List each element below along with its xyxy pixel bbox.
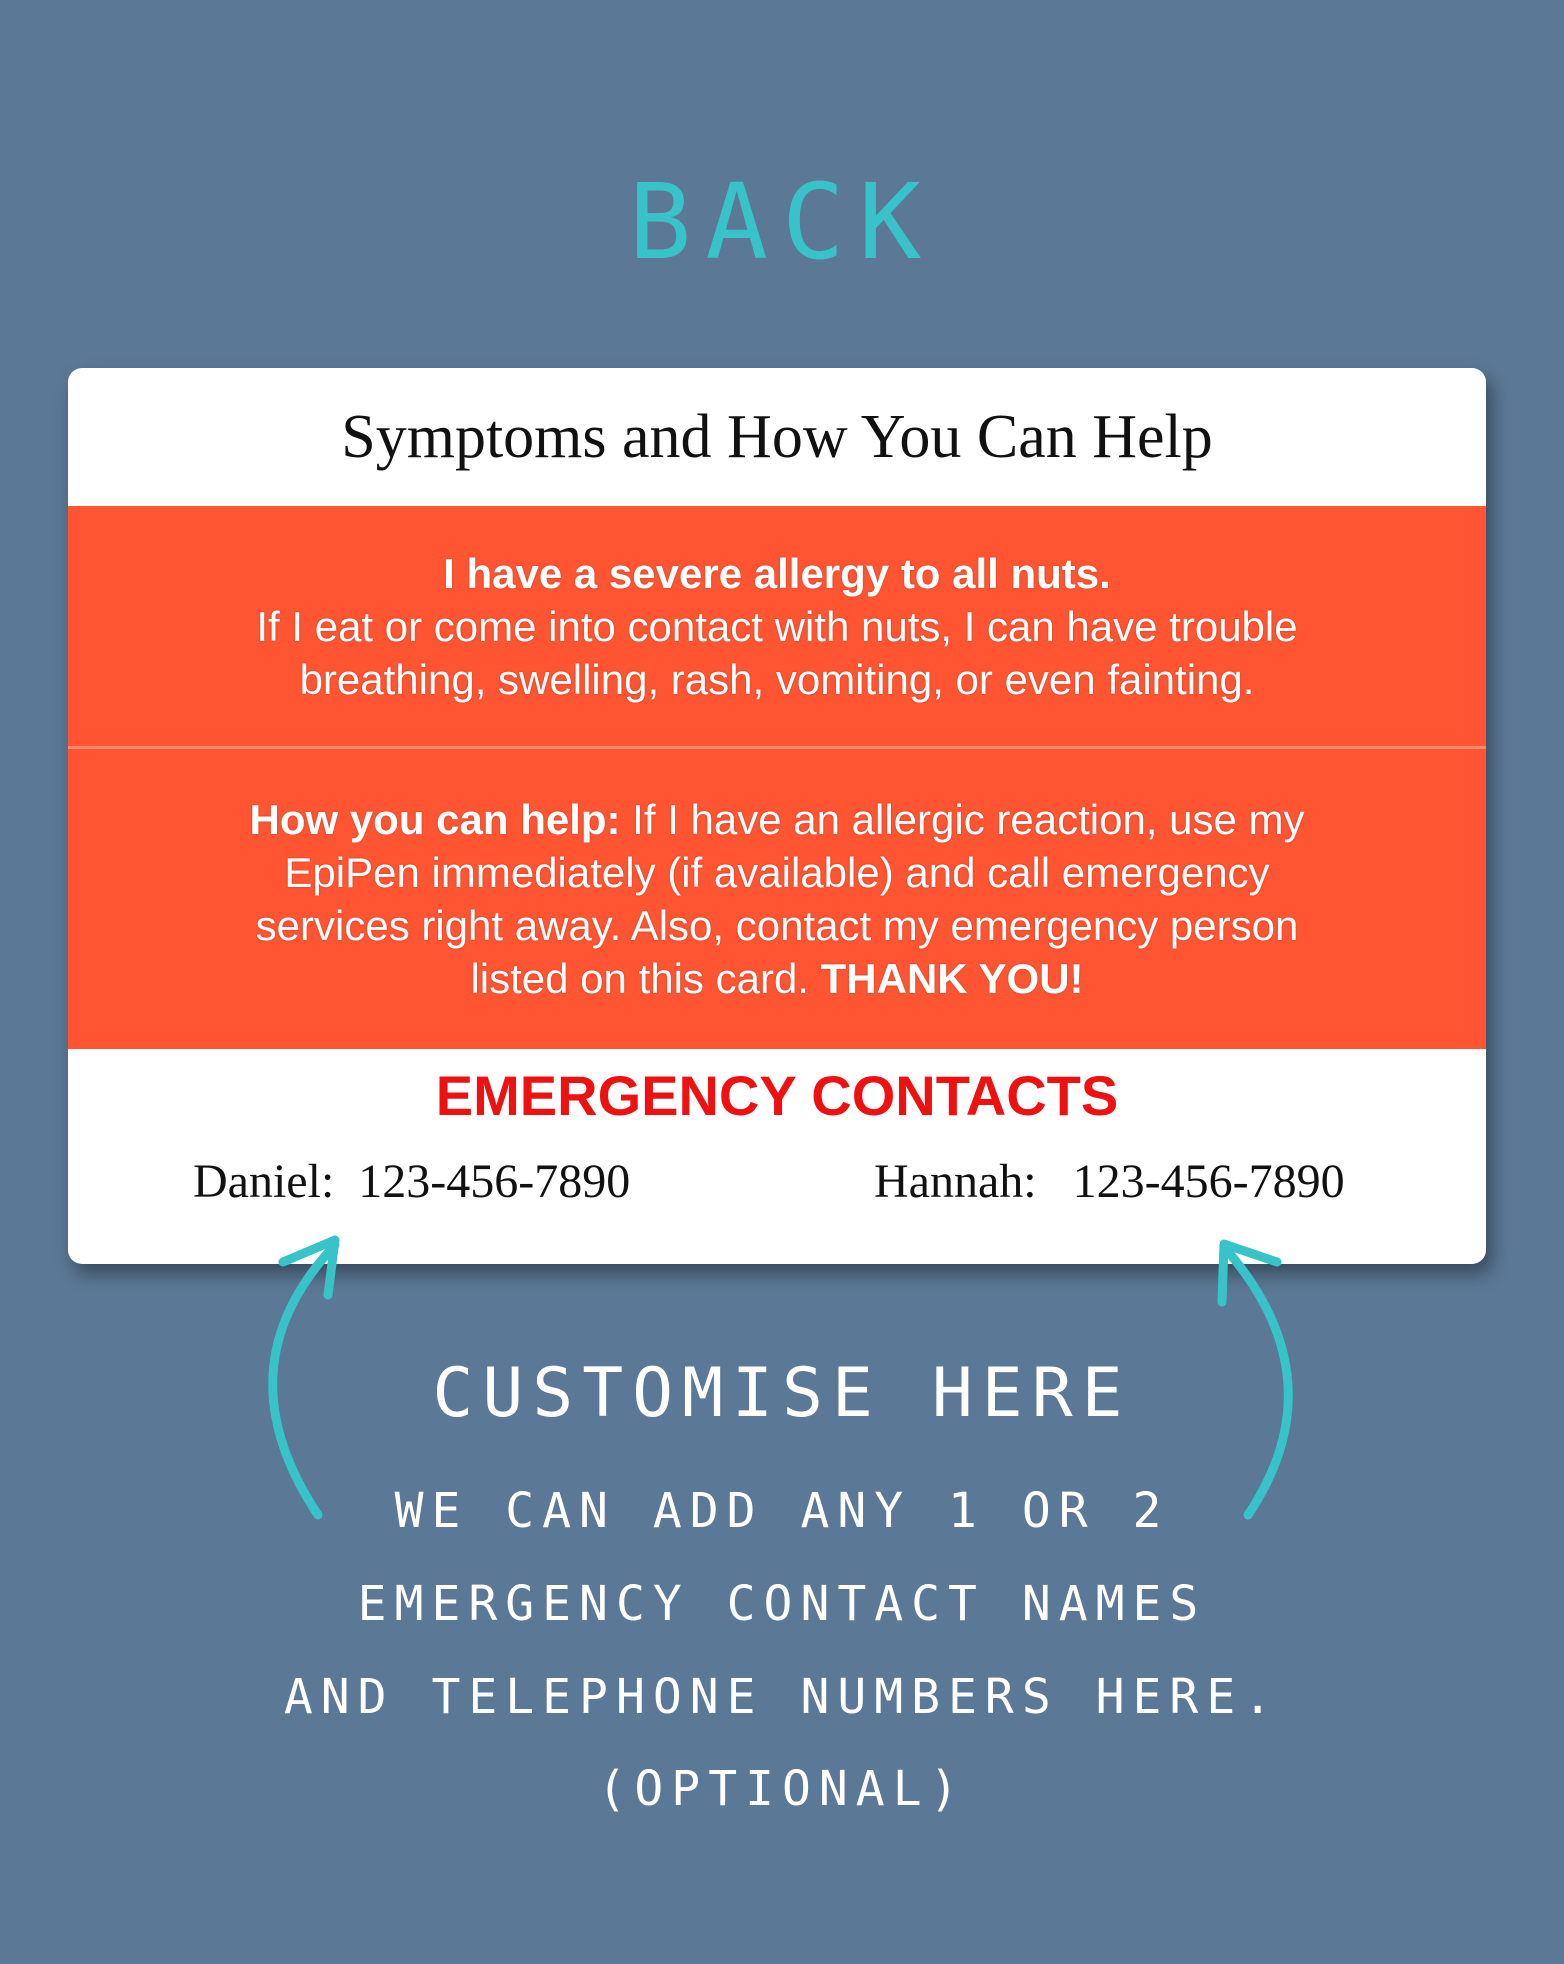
customise-line-2: EMERGENCY CONTACT NAMES [357,1576,1207,1632]
emergency-contacts-title: EMERGENCY CONTACTS [435,1064,1119,1127]
help-line-4-text: listed on this card. [470,955,821,1002]
customise-line-4: (OPTIONAL) [597,1761,967,1817]
thank-you-text: THANK YOU! [820,955,1084,1002]
contact-name: Hannah: [874,1155,1037,1208]
customise-title: CUSTOMISE HERE [432,1354,1132,1433]
help-line-1-text: If I have an allergic reaction, use my [620,796,1305,843]
customise-line-3: AND TELEPHONE NUMBERS HERE. [283,1669,1281,1725]
allergy-symptoms-line-1: If I eat or come into contact with nuts, I can have trouble [256,602,1298,650]
customise-line-1: WE CAN ADD ANY 1 OR 2 [394,1483,1170,1539]
contact-name: Daniel: [193,1155,335,1208]
help-label: How you can help: [249,796,621,843]
page-heading: BACK [628,161,936,283]
help-line-2: EpiPen immediately (if available) and call emergency [284,849,1270,896]
card-title: Symptoms and How You Can Help [341,402,1213,471]
allergy-statement: I have a severe allergy to all nuts. [443,549,1111,597]
allergy-symptoms-line-2: breathing, swelling, rash, vomiting, or even fainting. [299,655,1255,703]
help-line-3: services right away. Also, contact my emergency person [255,902,1299,949]
contact-phone: 123-456-7890 [1072,1155,1345,1208]
contact-phone: 123-456-7890 [358,1155,631,1208]
